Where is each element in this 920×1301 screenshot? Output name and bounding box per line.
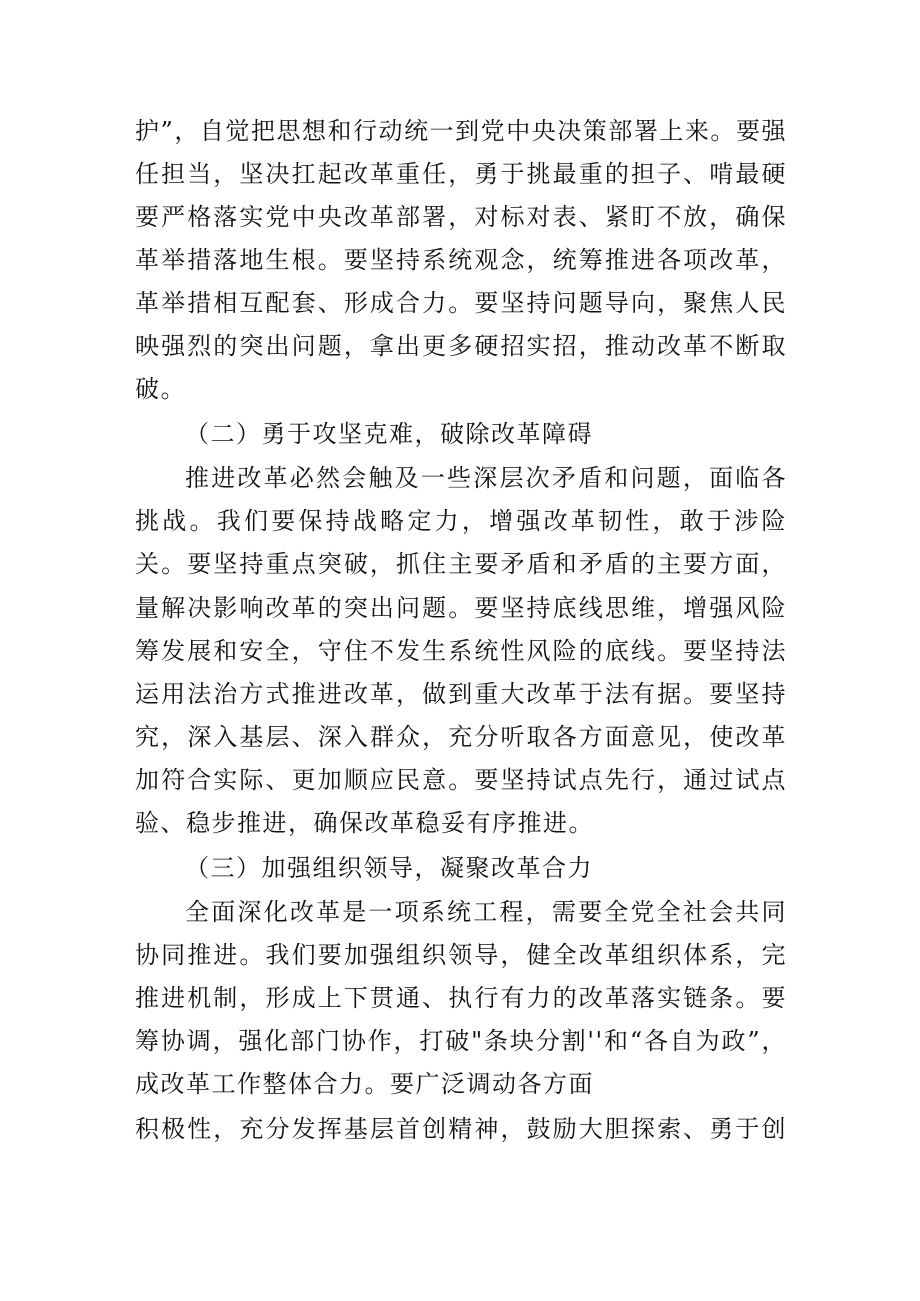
body-text-line: 成改革工作整体合力。要广泛调动各方面 xyxy=(135,1070,594,1098)
body-text-line: 推进改革必然会触及一些深层次矛盾和问题，面临各 xyxy=(185,464,787,492)
section-heading: （二）勇于攻坚克难，破除改革障碍 xyxy=(185,420,593,448)
body-text-line: 护”，自觉把思想和行动统一到党中央决策部署上来。要强 xyxy=(135,117,787,145)
body-text-line: 映强烈的突出问题，拿出更多硬招实招，推动改革不断取 xyxy=(135,332,787,360)
body-text-line: 究，深入基层、深入群众，充分听取各方面意见，使改革 xyxy=(135,723,787,751)
body-text-line: 要严格落实党中央改革部署，对标对表、紧盯不放，确保 xyxy=(135,203,787,231)
body-text-line: 破。 xyxy=(135,375,186,403)
body-text-line: 协同推进。我们要加强组织领导，健全改革组织体系，完 xyxy=(135,941,787,969)
body-text-line: 关。要坚持重点突破，抓住主要矛盾和矛盾的主要方面， xyxy=(135,550,787,578)
body-text-line: 验、稳步推进，确保改革稳妥有序推进。 xyxy=(135,809,594,837)
body-text-line: 革举措落地生根。要坚持系统观念，统筹推进各项改革， xyxy=(135,246,787,274)
body-text-line: 筹协调，强化部门协作，打破"条块分割''和“各自为政”， xyxy=(135,1027,787,1055)
body-text-line: 量解决影响改革的突出问题。要坚持底线思维，增强风险 xyxy=(135,594,787,622)
body-text-line: 推进机制，形成上下贯通、执行有力的改革落实链条。要 xyxy=(135,984,787,1012)
body-text-line: 挑战。我们要保持战略定力，增强改革韧性，敢于涉险 xyxy=(135,507,787,535)
body-text-line: 筹发展和安全，守住不发生系统性风险的底线。要坚持法 xyxy=(135,637,787,665)
section-heading: （三）加强组织领导，凝聚改革合力 xyxy=(185,854,593,882)
body-text-line: 积极性，充分发挥基层首创精神，鼓励大胆探索、勇于创 xyxy=(135,1115,787,1143)
body-text-line: 革举措相互配套、形成合力。要坚持问题导向，聚焦人民 xyxy=(135,289,787,317)
body-text-line: 任担当，坚决扛起改革重任，勇于挑最重的担子、啃最硬 xyxy=(135,160,787,188)
body-text-line: 加符合实际、更加顺应民意。要坚持试点先行，通过试点 xyxy=(135,766,787,794)
body-text-line: 全面深化改革是一项系统工程，需要全党全社会共同 xyxy=(185,898,787,926)
body-text-line: 运用法治方式推进改革，做到重大改革于法有据。要坚持 xyxy=(135,680,787,708)
